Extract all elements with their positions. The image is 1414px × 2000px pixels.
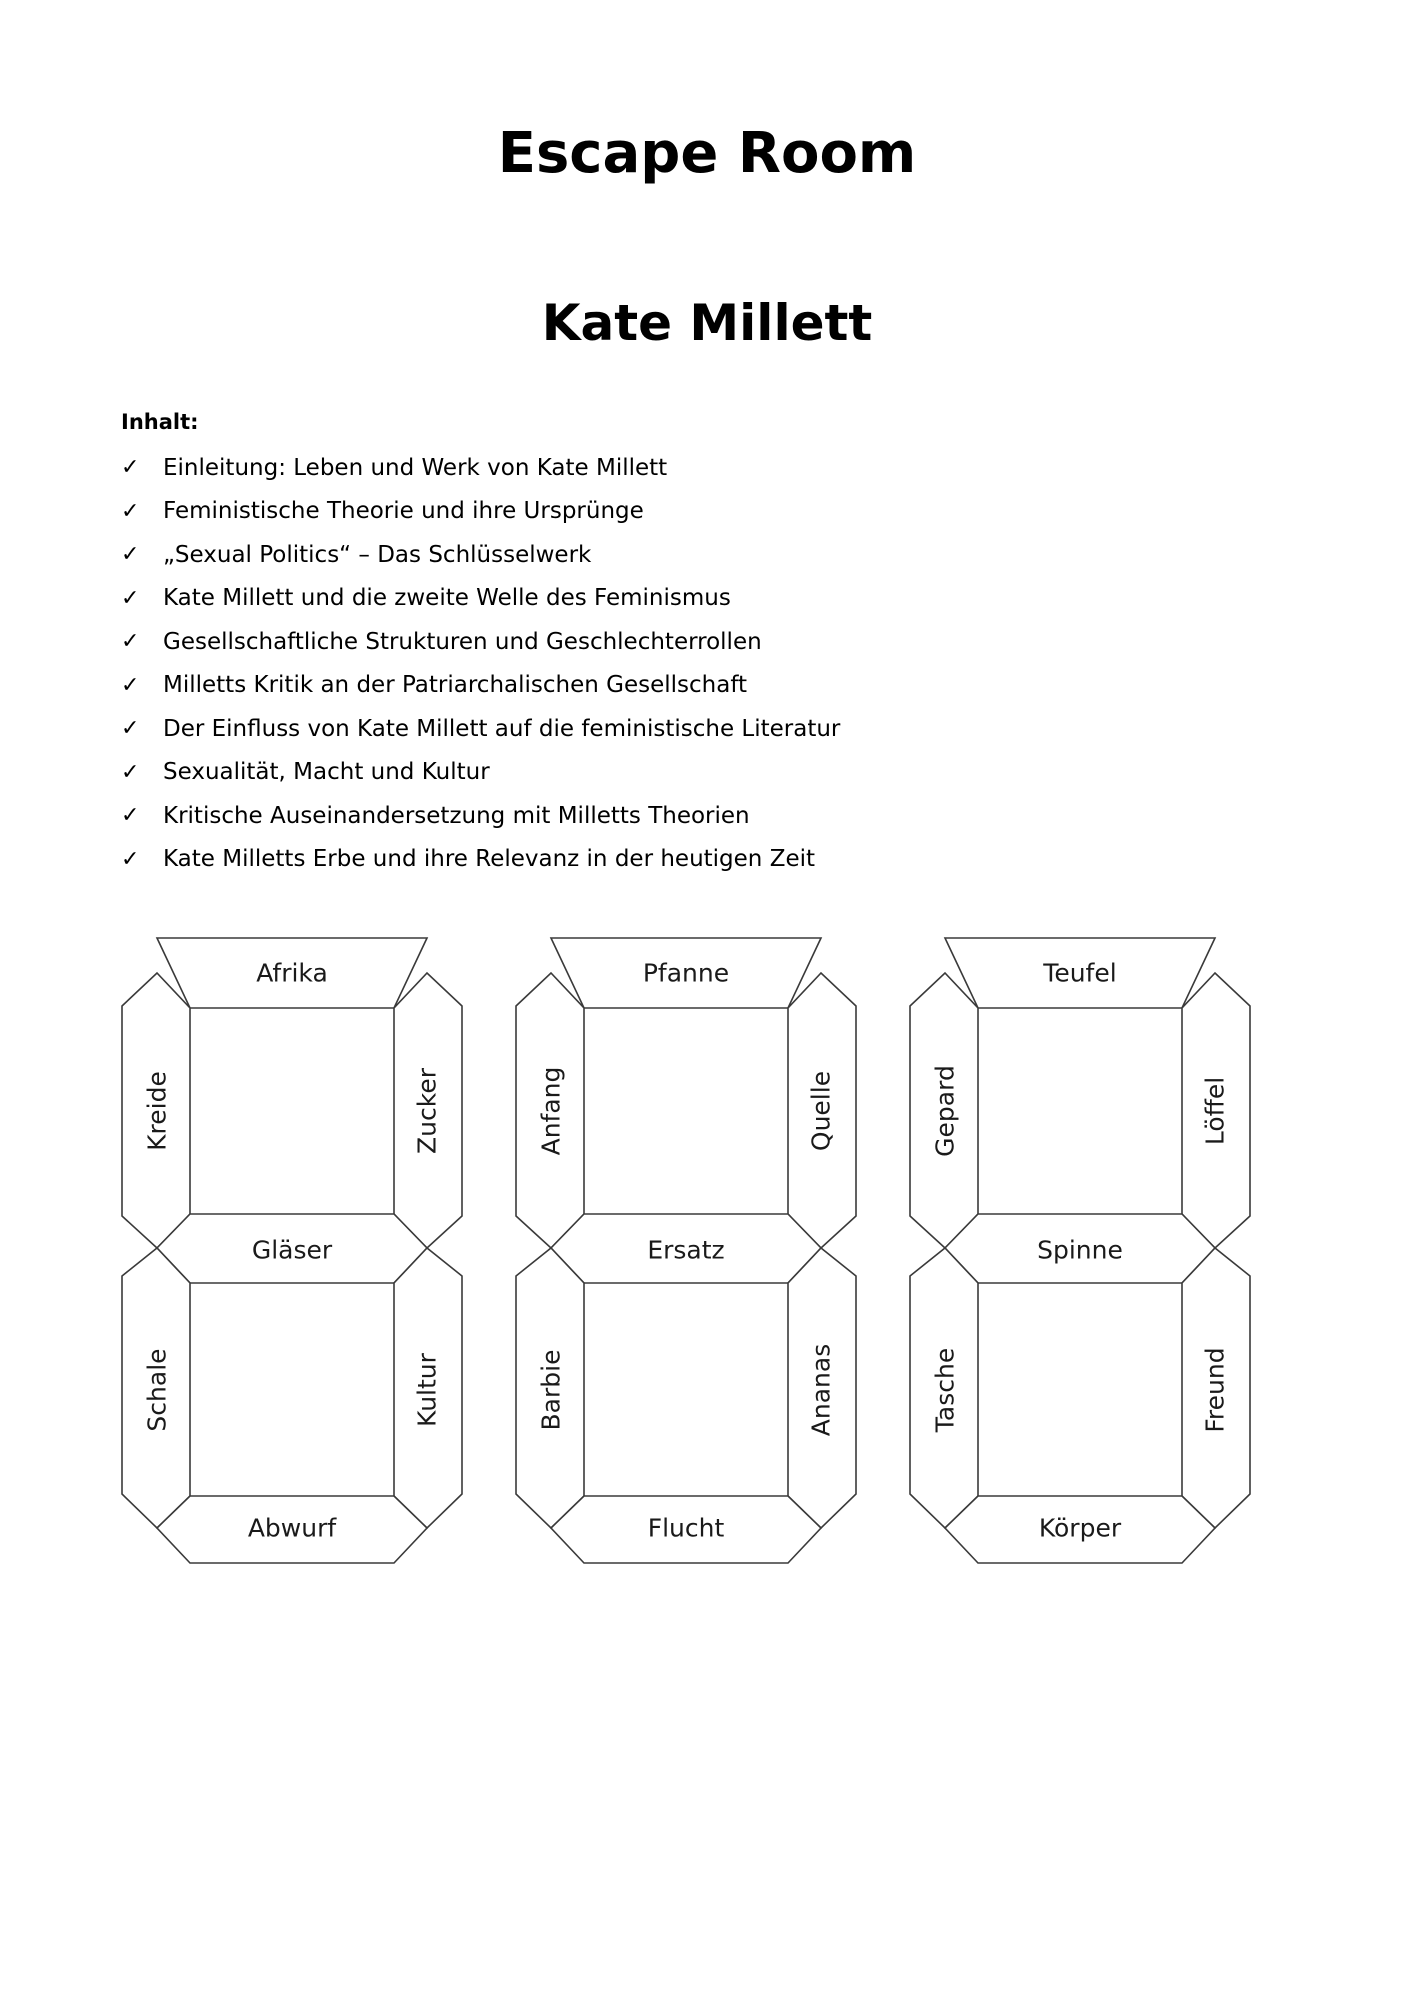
segment-label-bottom: Flucht: [647, 1513, 725, 1543]
list-item-text: Gesellschaftliche Strukturen und Geschlechterrollen: [163, 628, 762, 655]
segment-label-bottom-right: Kultur: [412, 1353, 442, 1427]
segment-label-top-right: Löffel: [1200, 1076, 1230, 1146]
checkmark-icon: ✓: [121, 585, 140, 611]
list-item-text: Sexualität, Macht und Kultur: [163, 759, 490, 786]
checkmark-icon: ✓: [121, 672, 140, 698]
segment-label-bottom: Abwurf: [247, 1513, 337, 1543]
segment-label-middle: Spinne: [1037, 1235, 1123, 1265]
list-item-text: Kritische Auseinandersetzung mit Milletts Theorien: [163, 802, 750, 829]
segment-label-middle: Gläser: [251, 1235, 333, 1265]
checkmark-icon: ✓: [121, 542, 140, 568]
checkmark-icon: ✓: [121, 759, 140, 785]
segment-label-top-right: Zucker: [412, 1068, 442, 1154]
segment-label-top-left: Gepard: [930, 1065, 960, 1157]
segment-label-middle: Ersatz: [647, 1235, 725, 1265]
checkmark-icon: ✓: [121, 629, 140, 655]
checkmark-icon: ✓: [121, 455, 140, 481]
segment-label-bottom-right: Ananas: [806, 1343, 836, 1437]
list-item-text: Der Einfluss von Kate Millett auf die feministische Literatur: [163, 715, 841, 742]
checkmark-icon: ✓: [121, 846, 140, 872]
list-item-text: Einleitung: Leben und Werk von Kate Millett: [163, 454, 668, 481]
segment-label-top: Pfanne: [642, 958, 730, 988]
checkmark-icon: ✓: [121, 498, 140, 524]
page-subtitle: Kate Millett: [541, 294, 873, 352]
segment-label-top-left: Anfang: [536, 1066, 566, 1156]
list-item-text: Milletts Kritik an der Patriarchalischen Gesellschaft: [163, 672, 748, 699]
contents-heading: Inhalt:: [121, 410, 199, 434]
segment-label-bottom: Körper: [1038, 1513, 1122, 1543]
segment-label-top-right: Quelle: [806, 1070, 836, 1152]
checkmark-icon: ✓: [121, 716, 140, 742]
segment-label-bottom-left: Tasche: [930, 1347, 960, 1433]
list-item-text: Kate Millett und die zweite Welle des Feminismus: [163, 585, 731, 612]
list-item-text: Kate Milletts Erbe und ihre Relevanz in der heutigen Zeit: [163, 846, 816, 873]
segment-label-top: Teufel: [1043, 958, 1117, 988]
list-item-text: Feministische Theorie und ihre Ursprünge: [163, 498, 644, 525]
page-title: Escape Room: [497, 121, 917, 186]
checkmark-icon: ✓: [121, 803, 140, 829]
segment-label-bottom-left: Barbie: [536, 1349, 566, 1431]
segment-label-bottom-left: Schale: [142, 1348, 172, 1432]
segment-label-top-left: Kreide: [142, 1071, 172, 1151]
segment-label-top: Afrika: [256, 958, 328, 988]
segment-label-bottom-right: Freund: [1200, 1347, 1230, 1433]
list-item-text: „Sexual Politics“ – Das Schlüsselwerk: [163, 541, 592, 568]
